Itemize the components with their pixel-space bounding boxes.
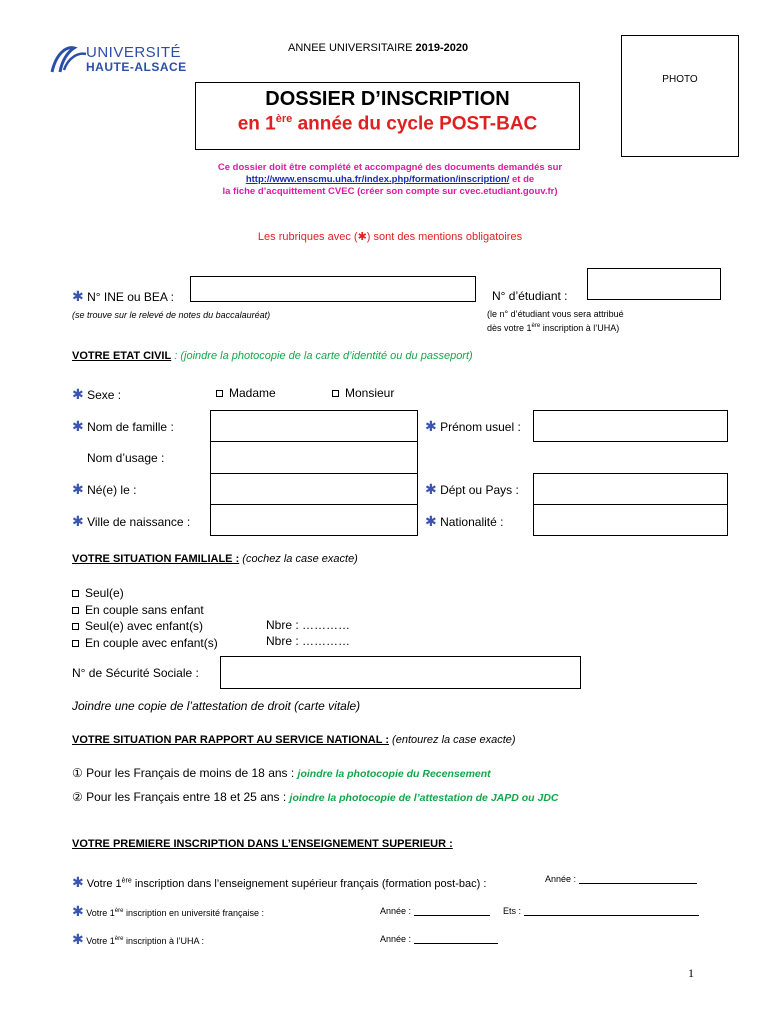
- sexe-label: Sexe :: [87, 388, 122, 402]
- ne-le-input[interactable]: [210, 473, 418, 505]
- intro-line3: la fiche d’acquittement CVEC (créer son compte sur cvec.etudiant.gouv.fr): [222, 186, 558, 197]
- family-opt2-label: En couple sans enfant: [85, 602, 204, 617]
- circled-two-icon: ②: [72, 790, 83, 804]
- mandatory-star-icon: ✱: [425, 481, 437, 497]
- first-r3-a: Votre 1: [86, 936, 115, 946]
- mandatory-star-icon: ✱: [72, 288, 84, 304]
- mandatory-star-icon: ✱: [425, 418, 437, 434]
- ine-row: [72, 288, 174, 305]
- family-options: [72, 585, 218, 651]
- mandatory-star-icon: ✱: [72, 418, 84, 434]
- intro-link[interactable]: http://www.enscmu.uha.fr/index.php/formation/inscription/: [245, 174, 510, 185]
- madame-label: Madame: [229, 386, 276, 400]
- sexe-row: [72, 386, 121, 403]
- civil-status-heading: [72, 350, 473, 362]
- circled-one-icon: ①: [72, 766, 83, 780]
- first-r1-sup: ère: [121, 877, 132, 885]
- first-r1-year-label: Année :: [545, 874, 577, 884]
- checkbox-icon: [216, 390, 223, 397]
- national-item2-text: Pour les Français entre 18 et 25 ans :: [82, 790, 290, 804]
- photo-box[interactable]: [621, 35, 739, 157]
- civil-status-title: VOTRE ETAT CIVIL: [72, 350, 172, 362]
- national-item-1: [72, 766, 491, 780]
- first-row-3: [72, 931, 204, 948]
- national-note: (entourez la case exacte): [388, 734, 516, 746]
- first-r2-ets-input[interactable]: [524, 905, 699, 916]
- first-r2-year-input[interactable]: [414, 905, 490, 916]
- dept-text: Dépt ou Pays :: [440, 483, 519, 497]
- first-row-2-year: [380, 905, 490, 916]
- intro-line2: [120, 174, 660, 186]
- nom-famille-input[interactable]: [210, 410, 418, 442]
- checkbox-madame[interactable]: [216, 386, 276, 400]
- checkbox-icon: [72, 590, 79, 597]
- nationalite-text: Nationalité :: [440, 515, 504, 529]
- ne-le-label: [72, 481, 136, 498]
- ine-label: N° INE ou BEA :: [87, 290, 174, 304]
- checkbox-icon: [72, 623, 79, 630]
- national-item1-green: joindre la photocopie du Recensement: [297, 768, 491, 780]
- first-row-2-ets: [503, 905, 699, 916]
- first-row-1: [72, 874, 486, 891]
- mandatory-note: Les rubriques avec (✱) sont des mentions obligatoires: [257, 231, 523, 243]
- nationalite-input[interactable]: [533, 504, 728, 536]
- first-r1-b: inscription dans l’enseignement supérieur français (formation post-bac) :: [131, 878, 487, 890]
- student-note-line2-a: dès votre 1: [487, 323, 532, 333]
- first-r1-year-input[interactable]: [579, 873, 697, 884]
- nom-famille-label: [72, 418, 174, 435]
- family-heading: [72, 553, 358, 565]
- ville-input[interactable]: [210, 504, 418, 536]
- secu-input[interactable]: [220, 656, 581, 689]
- student-note-line1: (le n° d’étudiant vous sera attribué: [487, 309, 624, 319]
- first-r2-ets-label: Ets :: [503, 906, 522, 916]
- family-opt3-label: Seul(e) avec enfant(s): [85, 619, 204, 633]
- family-note: (cochez la case exacte): [239, 553, 358, 565]
- mandatory-star-icon: ✱: [72, 874, 84, 890]
- student-note-line2: [487, 320, 624, 334]
- prenom-input[interactable]: [533, 410, 728, 442]
- ine-note: (se trouve sur le relevé de notes du baccalauréat): [72, 310, 271, 320]
- first-r3-year-input[interactable]: [414, 933, 498, 944]
- mandatory-star-icon: ✱: [72, 513, 84, 529]
- monsieur-label: Monsieur: [345, 386, 395, 400]
- nom-usage-input[interactable]: [210, 441, 418, 474]
- academic-year-value: 2019-2020: [415, 42, 469, 54]
- secu-label: N° de Sécurité Sociale :: [72, 666, 199, 680]
- first-r2-year-label: Année :: [380, 906, 412, 916]
- national-item-2: [72, 790, 559, 804]
- family-opt4-label: En couple avec enfant(s): [85, 635, 218, 650]
- title-line2-sup: ère: [275, 113, 293, 125]
- first-r2-sup: ère: [114, 908, 124, 914]
- national-item2-green: joindre la photocopie de l’attestation de JAPD ou JDC: [289, 792, 559, 804]
- title-line1: DOSSIER D’INSCRIPTION: [265, 88, 510, 110]
- national-title: VOTRE SITUATION PAR RAPPORT AU SERVICE NATIONAL :: [72, 734, 389, 746]
- mandatory-star-icon: ✱: [72, 386, 84, 402]
- first-r2-b: inscription en université française :: [123, 908, 265, 918]
- dept-label: [425, 481, 519, 498]
- title-line2-a: en 1: [237, 113, 276, 135]
- checkbox-monsieur[interactable]: [332, 386, 394, 400]
- mandatory-star-icon: ✱: [72, 931, 84, 947]
- page-number: 1: [688, 966, 694, 980]
- nom-usage-label: Nom d’usage :: [87, 451, 165, 465]
- student-number-input[interactable]: [587, 268, 721, 300]
- ne-le-text: Né(e) le :: [87, 483, 137, 497]
- first-row-3-year: [380, 933, 498, 944]
- nom-famille-text: Nom de famille :: [87, 420, 174, 434]
- ville-text: Ville de naissance :: [87, 515, 191, 529]
- family-option-couple-avec-enfant[interactable]: [72, 635, 218, 652]
- title-line2-b: année du cycle POST-BAC: [292, 113, 538, 135]
- first-r3-b: inscription à l’UHA :: [123, 936, 204, 946]
- academic-year: [288, 42, 468, 54]
- student-note-line2-sup: ère: [531, 323, 541, 329]
- mandatory-star-icon: ✱: [425, 513, 437, 529]
- title-line2: [196, 113, 579, 135]
- ine-input[interactable]: [190, 276, 476, 302]
- photo-label: PHOTO: [662, 74, 698, 85]
- uha-logo-icon: [48, 42, 88, 76]
- dept-input[interactable]: [533, 473, 728, 505]
- family-option-seul-avec-enfant[interactable]: [72, 618, 218, 635]
- prenom-text: Prénom usuel :: [440, 420, 521, 434]
- family-option-seul[interactable]: [72, 585, 218, 602]
- family-opt1-label: Seul(e): [85, 586, 124, 600]
- prenom-label: [425, 418, 521, 435]
- first-r3-year-label: Année :: [380, 934, 412, 944]
- intro-text: [120, 162, 660, 198]
- first-enrollment-heading: VOTRE PREMIERE INSCRIPTION DANS L’ENSEIGNEMENT SUPERIEUR :: [72, 838, 453, 850]
- intro-line1: Ce dossier doit être complété et accompagné des documents demandés sur: [217, 162, 563, 173]
- checkbox-icon: [332, 390, 339, 397]
- nbre-enfants-1[interactable]: Nbre : …………: [266, 618, 351, 632]
- family-option-couple-sans-enfant[interactable]: [72, 602, 218, 619]
- nbre-enfants-2[interactable]: Nbre : …………: [266, 634, 351, 648]
- checkbox-icon: [72, 640, 79, 647]
- first-r3-sup: ère: [114, 936, 124, 942]
- national-item1-text: Pour les Français de moins de 18 ans :: [82, 766, 298, 780]
- first-row-2: [72, 903, 264, 920]
- student-number-note: [487, 308, 624, 334]
- student-note-line2-b: inscription à l’UHA): [540, 323, 620, 333]
- attestation-note: Joindre une copie de l’attestation de droit (carte vitale): [72, 699, 361, 713]
- first-r1-a: Votre 1: [86, 878, 122, 890]
- mandatory-star-icon: ✱: [72, 903, 84, 919]
- logo-text-haute-alsace: HAUTE-ALSACE: [86, 60, 187, 74]
- mandatory-star-icon: ✱: [72, 481, 84, 497]
- nationalite-label: [425, 513, 503, 530]
- family-title: VOTRE SITUATION FAMILIALE :: [72, 553, 240, 565]
- intro-line2-after: et de: [509, 174, 535, 185]
- academic-year-prefix: ANNEE UNIVERSITAIRE: [288, 42, 416, 54]
- title-box: [195, 82, 580, 150]
- student-number-label: N° d’étudiant :: [492, 289, 568, 303]
- first-row-1-year: [545, 873, 697, 884]
- civil-status-note: : (joindre la photocopie de la carte d’identité ou du passeport): [171, 350, 473, 362]
- checkbox-icon: [72, 607, 79, 614]
- national-service-heading: [72, 734, 516, 746]
- logo-text-universite: UNIVERSITÉ: [86, 44, 182, 61]
- university-logo: [48, 42, 218, 78]
- first-r2-a: Votre 1: [86, 908, 115, 918]
- ville-label: [72, 513, 190, 530]
